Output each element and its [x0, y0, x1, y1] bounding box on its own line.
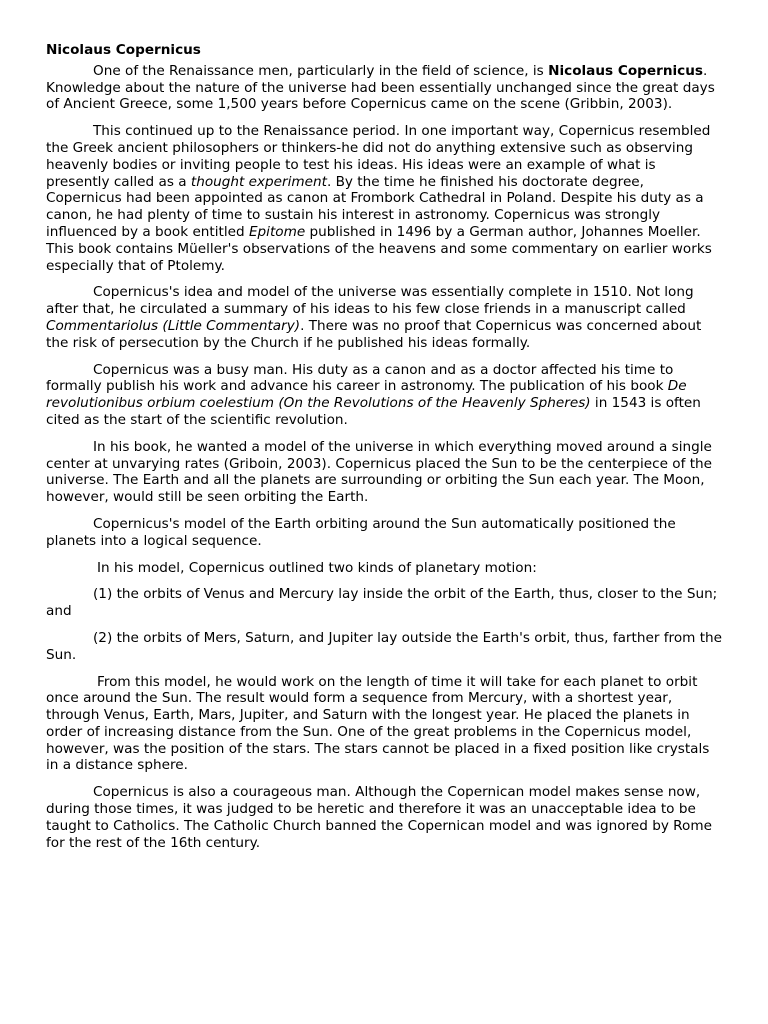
paragraph-3-text-a: Copernicus's idea and model of the universe was essentially complete in 1510. Not long after that, he circulated a summary of his ideas to his few close friends in a manuscript called — [46, 284, 694, 318]
paragraph-3-text-c: . There was no proof that Copernicus was concerned about the risk of persecution by the Church if he published his ideas formally. — [46, 317, 702, 351]
paragraph-5: In his book, he wanted a model of the universe in which everything moved around a single center at unvarying rates (Griboin, 2003). Copernicus placed the Sun to be the centerpiece of the universe. The Earth and all the planets are surrounding or orbiting the Sun each year. The Moon, however, would still be seen orbiting the Earth. — [46, 438, 713, 506]
paragraph-4-text-a: Copernicus was a busy man. His duty as a canon and as a doctor affected his time to formally publish his work and advance his career in astronomy. The publication of his book — [46, 361, 674, 395]
paragraph-2-text-a: This continued up to the Renaissance period. In one important way, Copernicus resembled the Greek ancient philosophers or thinkers-he did not do anything extensive such as observing heavenly bodies or inviting people to test his ideas. His ideas were an example of what is presently called as a — [46, 123, 711, 190]
paragraph-2 — [46, 123, 722, 274]
paragraph-8: (1) the orbits of Venus and Mercury lay inside the orbit of the Earth, thus, closer to the Sun; and — [46, 586, 718, 620]
paragraph-4-italic-book-title: De revolutionibus orbium coelestium (On the Revolutions of the Heavenly Spheres) — [46, 378, 687, 412]
paragraph-10: From this model, he would work on the length of time it will take for each planet to orbit once around the Sun. The result would form a sequence from Mercury, with a shortest year, through Venus, Earth, Mars, Jupiter, and Saturn with the longest year. He placed the planets in order of increasing distance from the Sun. One of the great problems in the Copernicus model, however, was the position of the stars. The stars cannot be placed in a fixed position like crystals in a distance sphere. — [46, 673, 710, 774]
paragraph-1 — [46, 63, 722, 113]
paragraph-3 — [46, 284, 722, 351]
document-page — [46, 40, 722, 861]
paragraph-2-text-e: published in 1496 by a German author, Johannes Moeller. This book contains Müeller's observations of the heavens and some commentary on earlier works especially that of Ptolemy. — [46, 223, 712, 274]
paragraph-4-text-c: in 1543 is often cited as the start of the scientific revolution. — [46, 395, 701, 428]
paragraph-1-text-c: . Knowledge about the nature of the universe had been essentially unchanged since the great days of Ancient Greece, some 1,500 years before Copernicus came on the scene (Gribbin, 2003). — [46, 62, 715, 113]
paragraph-7: In his model, Copernicus outlined two kinds of planetary motion: — [97, 559, 537, 576]
paragraph-2-italic-epitome: Epitome — [248, 223, 306, 240]
paragraph-1-text-a: One of the Renaissance men, particularly in the field of science, is — [93, 62, 549, 79]
paragraph-2-text-c: . By the time he finished his doctorate degree, Copernicus had been appointed as canon at Frombork Cathedral in Poland. Despite his duty as a canon, he had plenty of time to sustain his interest in astronomy. Copernicus was strongly influenced by a book entitled — [46, 173, 704, 240]
paragraph-2-italic-thought-experiment: thought experiment — [190, 173, 327, 190]
paragraph-9: (2) the orbits of Mers, Saturn, and Jupiter lay outside the Earth's orbit, thus, farther from the Sun. — [46, 629, 723, 663]
document-title: Nicolaus Copernicus — [46, 42, 201, 58]
paragraph-11: Copernicus is also a courageous man. Although the Copernican model makes sense now, during those times, it was judged to be heretic and therefore it was an unacceptable idea to be taught to Catholics. The Catholic Church banned the Copernican model and was ignored by Rome for the rest of the 16th century. — [46, 784, 712, 851]
paragraph-1-bold-name: Nicolaus Copernicus — [548, 62, 703, 79]
paragraph-6: Copernicus's model of the Earth orbiting around the Sun automatically positioned the planets into a logical sequence. — [46, 515, 676, 549]
paragraph-3-italic-commentariolus: Commentariolus (Little Commentary) — [46, 317, 301, 334]
paragraph-4 — [46, 362, 722, 429]
